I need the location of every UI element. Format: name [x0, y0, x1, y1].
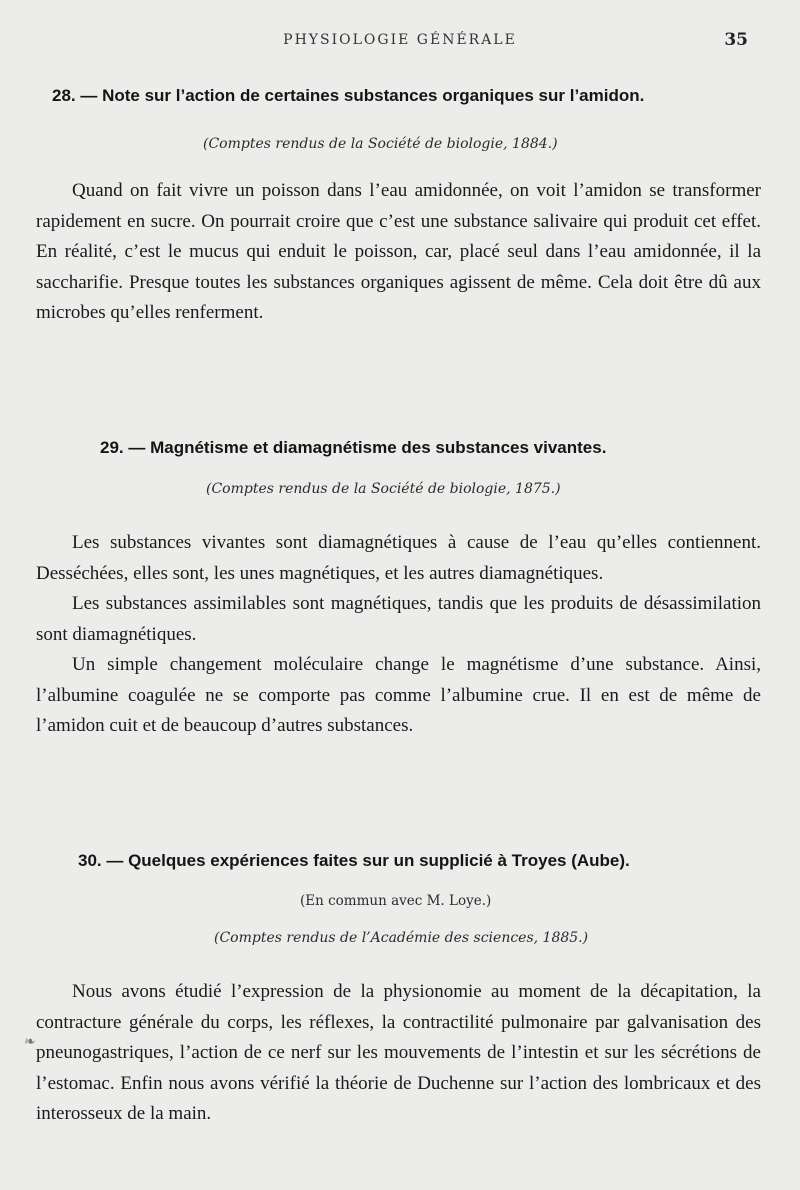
- section-29-citation: (Comptes rendus de la Société de biologie, 1875.): [206, 481, 561, 497]
- running-title: PHYSIOLOGIE GÉNÉRALE: [283, 32, 517, 48]
- section-30-byline: (En commun avec M. Loye.): [300, 893, 492, 909]
- section-29-heading: 29. — Magnétisme et diamagnétisme des substances vivantes.: [100, 438, 607, 457]
- section-30-heading: 30. — Quelques expériences faites sur un supplicié à Troyes (Aube).: [78, 851, 630, 870]
- section-30-body: [36, 977, 761, 1130]
- section-28-heading: 28. — Note sur l’action de certaines substances organiques sur l’amidon.: [52, 86, 645, 105]
- margin-mark-icon: ❧: [24, 1034, 36, 1050]
- section-28-body: [36, 176, 761, 329]
- paragraph: Quand on fait vivre un poisson dans l’eau amidonnée, on voit l’amidon se transformer rapidement en sucre. On pourrait croire que c’est une substance salivaire qui produit cet effet. En réalité, c’est le mucus qui enduit le poisson, car, placé seul dans l’eau amidonnée, il la saccharifie. Presque toutes les substances organiques agissent de même. Cela doit être dû aux microbes qu’elles renferment.: [36, 180, 761, 323]
- page-number: 35: [724, 30, 748, 50]
- section-30-citation: (Comptes rendus de l’Académie des sciences, 1885.): [214, 930, 589, 946]
- running-head: [40, 32, 760, 54]
- section-28-citation: (Comptes rendus de la Société de biologie, 1884.): [203, 136, 558, 152]
- paragraph: Les substances assimilables sont magnétiques, tandis que les produits de désassimilation sont diamagnétiques.: [36, 593, 761, 645]
- paragraph: Nous avons étudié l’expression de la physionomie au moment de la décapitation, la contracture générale du corps, les réflexes, la contractilité pulmonaire par galvanisation des pneunogastriques, l’action de ce nerf sur les mouvements de l’intestin et sur les sécrétions de l’estomac. Enfin nous avons vérifié la théorie de Duchenne sur l’action des lombricaux et des interosseux de la main.: [36, 981, 761, 1124]
- paragraph: Un simple changement moléculaire change le magnétisme d’une substance. Ainsi, l’albumine coagulée ne se comporte pas comme l’albumine crue. Il en est de même de l’amidon cuit et de beaucoup d’autres substances.: [36, 654, 761, 736]
- paragraph: Les substances vivantes sont diamagnétiques à cause de l’eau qu’elles contiennent. Desséchées, elles sont, les unes magnétiques, et les autres diamagnétiques.: [36, 532, 761, 584]
- section-29-body: [36, 528, 761, 742]
